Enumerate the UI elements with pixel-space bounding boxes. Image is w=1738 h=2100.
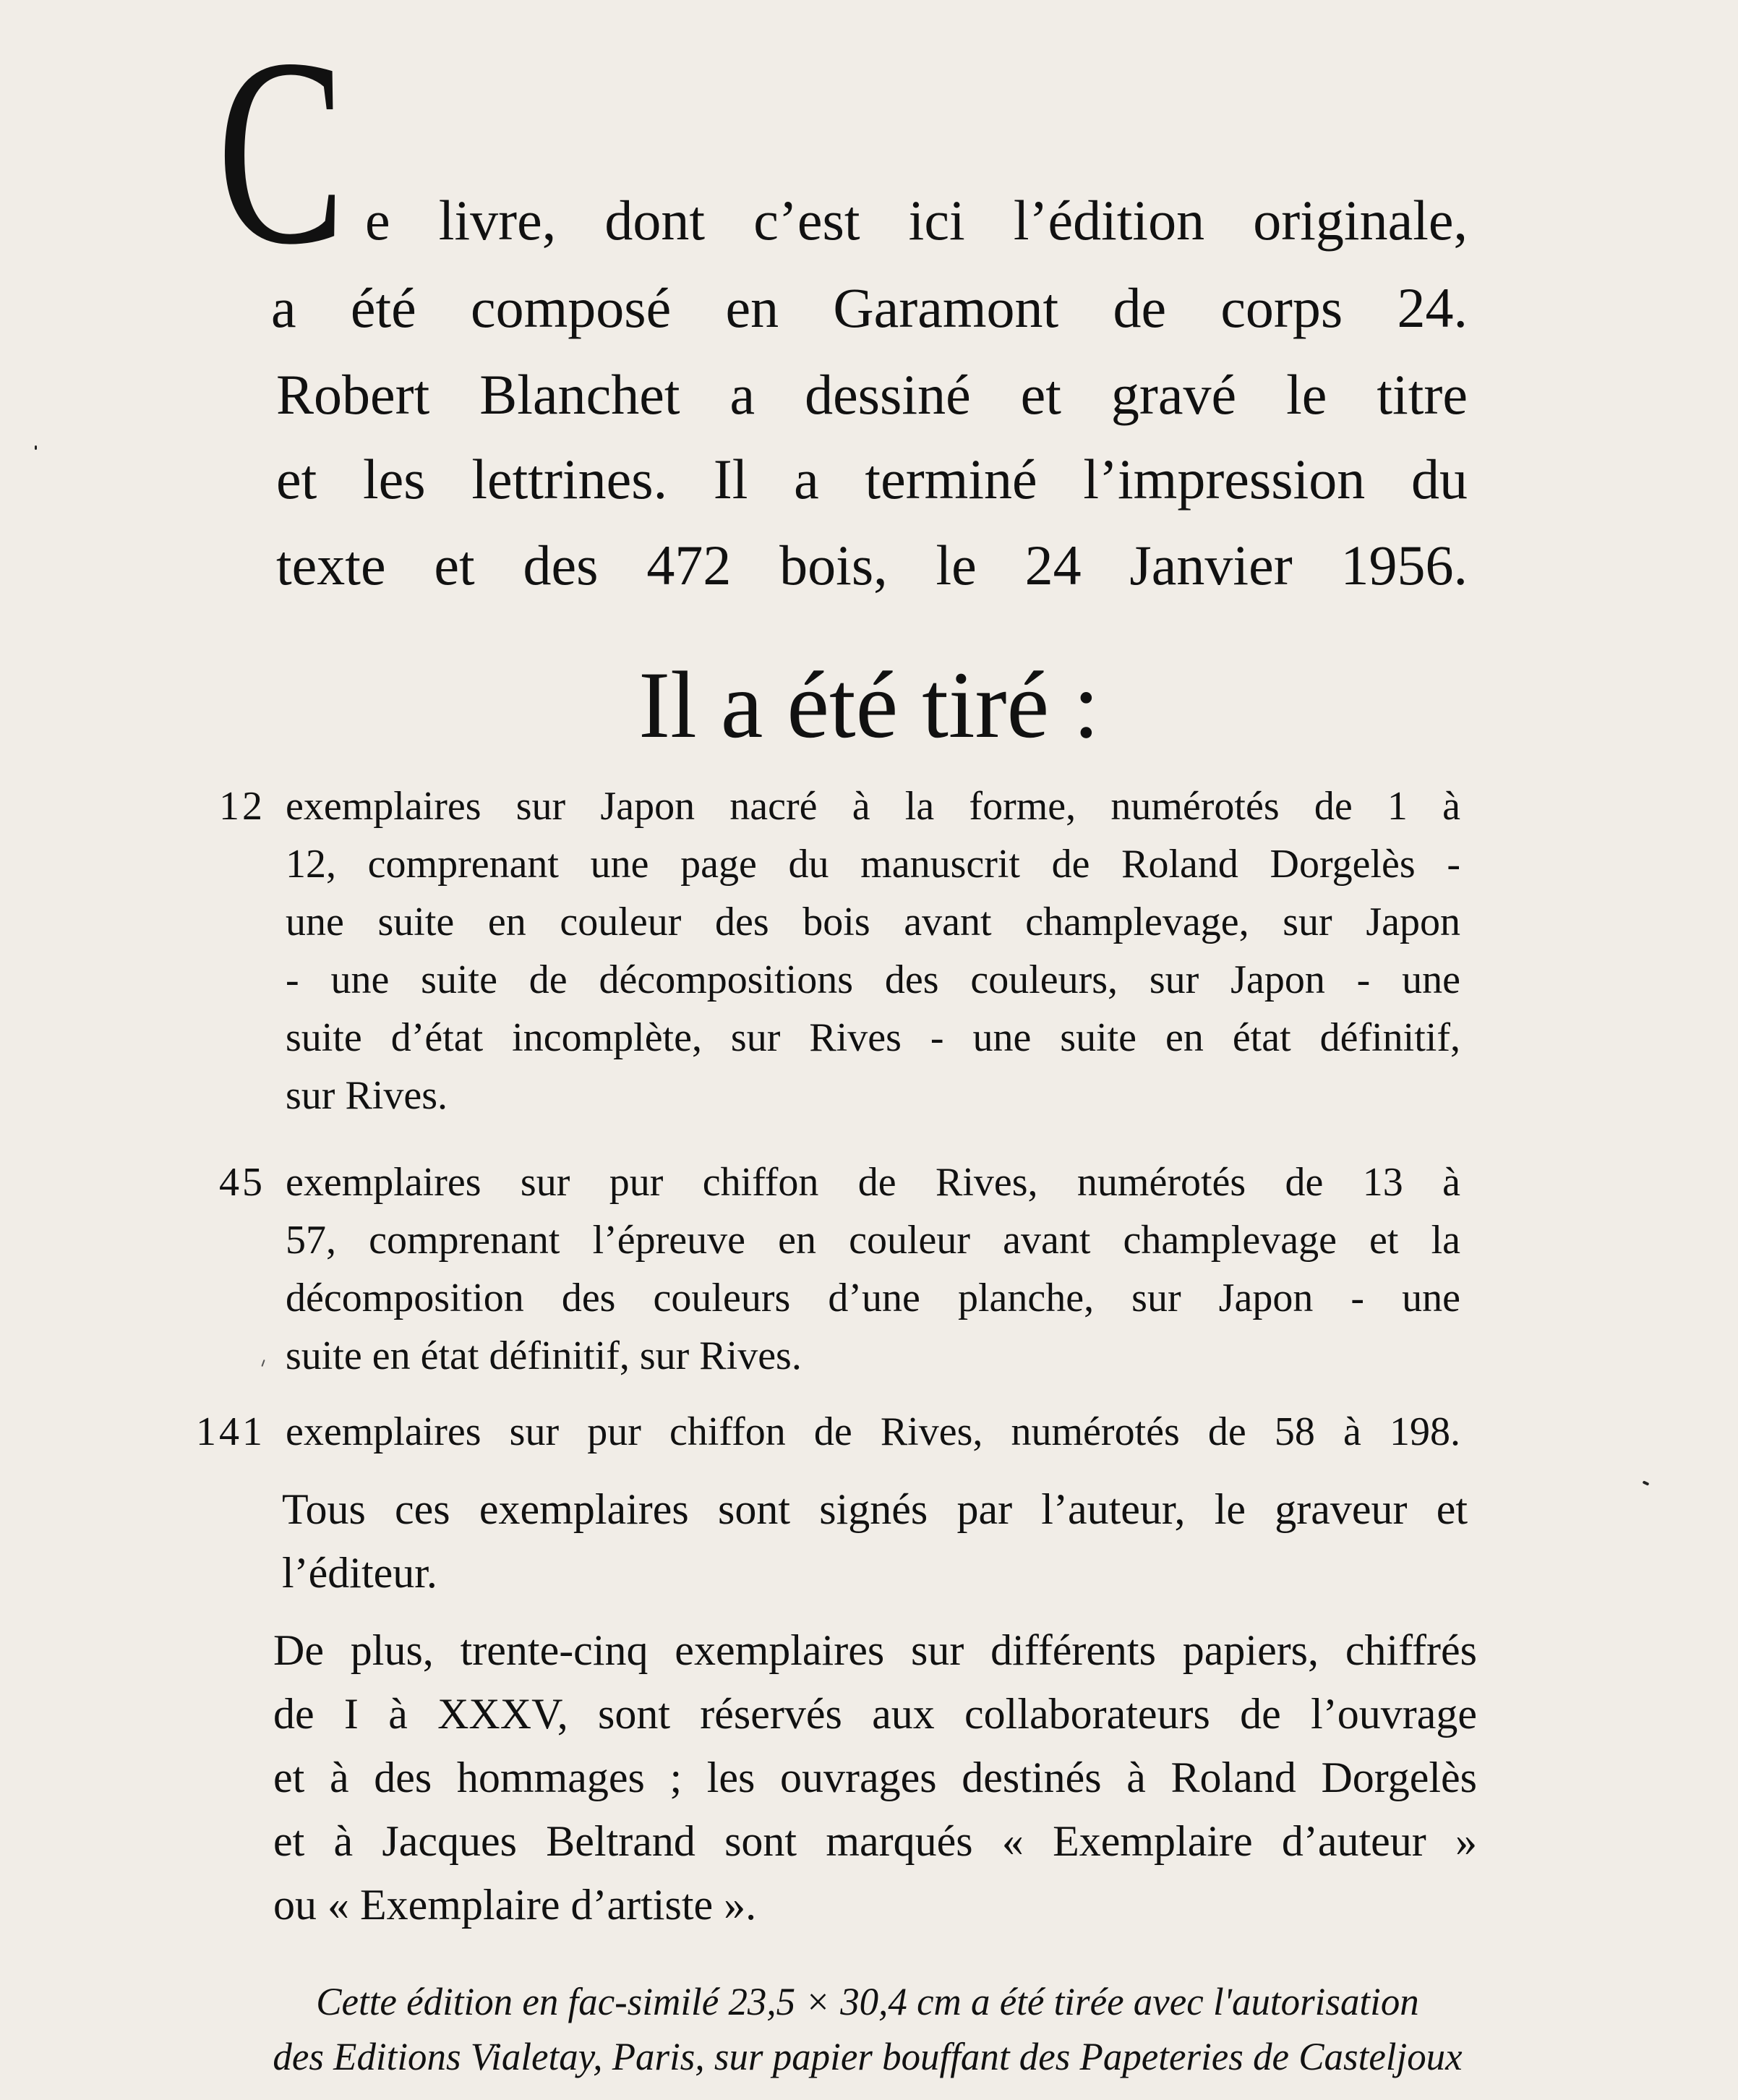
entry-line: exemplaires sur Japon nacré à la forme, numérotés de 1 à <box>286 784 1460 829</box>
intro-line: et les lettrines. Il a terminé l’impression du <box>276 448 1468 511</box>
entry-line: sur Rives. <box>286 1073 448 1118</box>
entry-line: une suite en couleur des bois avant champlevage, sur Japon <box>286 900 1460 944</box>
entry-line: suite d’état incomplète, sur Rives - une suite en état définitif, <box>286 1015 1460 1060</box>
entry-line: exemplaires sur pur chiffon de Rives, numérotés de 58 à 198. <box>286 1409 1460 1454</box>
entry-line: 12, comprenant une page du manuscrit de Roland Dorgelès - <box>286 842 1460 887</box>
entry-line: suite en état définitif, sur Rives. <box>286 1333 802 1378</box>
edition-entry <box>219 777 1460 1124</box>
intro-line: Robert Blanchet a dessiné et gravé le titre <box>276 363 1468 426</box>
paper-speck <box>261 1360 265 1367</box>
footer-line: Cette édition en fac-similé 23,5 × 30,4 cm a été tirée avec l'autorisation <box>316 1980 1419 2023</box>
note-line: et à des hommages ; les ouvrages destinés à Roland Dorgelès <box>273 1754 1477 1801</box>
copy-count: 12 <box>219 784 265 829</box>
note-line: l’éditeur. <box>282 1549 437 1597</box>
entry-line: décomposition des couleurs d’une planche, sur Japon - une <box>286 1276 1460 1320</box>
entry-line: 57, comprenant l’épreuve en couleur avant champlevage et la <box>286 1218 1460 1263</box>
note-line: Tous ces exemplaires sont signés par l’auteur, le graveur et <box>282 1485 1468 1533</box>
drop-cap-lettrine: C <box>217 4 346 300</box>
copy-count: 141 <box>196 1409 265 1454</box>
paper-speck <box>1643 1480 1650 1485</box>
intro-line: e livre, dont c’est ici l’édition originale, <box>365 189 1468 252</box>
section-heading: Il a été tiré : <box>638 652 1100 758</box>
entry-line: exemplaires sur pur chiffon de Rives, numérotés de 13 à <box>286 1160 1460 1205</box>
note-line: et à Jacques Beltrand sont marqués « Exemplaire d’auteur » <box>273 1817 1477 1865</box>
note-line: De plus, trente-cinq exemplaires sur différents papiers, chiffrés <box>273 1626 1477 1674</box>
copy-count: 45 <box>219 1160 265 1205</box>
paper-speck <box>35 445 37 450</box>
signature-note <box>282 1477 1468 1605</box>
footer-line: des Editions Vialetay, Paris, sur papier bouffant des Papeteries de Casteljoux <box>273 2035 1463 2078</box>
additional-copies-note <box>273 1618 1477 1937</box>
note-line: de I à XXXV, sont réservés aux collaborateurs de l’ouvrage <box>273 1690 1477 1738</box>
intro-line: texte et des 472 bois, le 24 Janvier 1956. <box>276 534 1468 597</box>
edition-entry <box>196 1403 1460 1461</box>
edition-entry <box>219 1153 1460 1385</box>
facsimile-footer <box>174 1974 1562 2084</box>
note-line: ou « Exemplaire d’artiste ». <box>273 1881 757 1929</box>
intro-line: a été composé en Garamont de corps 24. <box>271 276 1468 339</box>
entry-line: - une suite de décompositions des couleurs, sur Japon - une <box>286 957 1460 1002</box>
